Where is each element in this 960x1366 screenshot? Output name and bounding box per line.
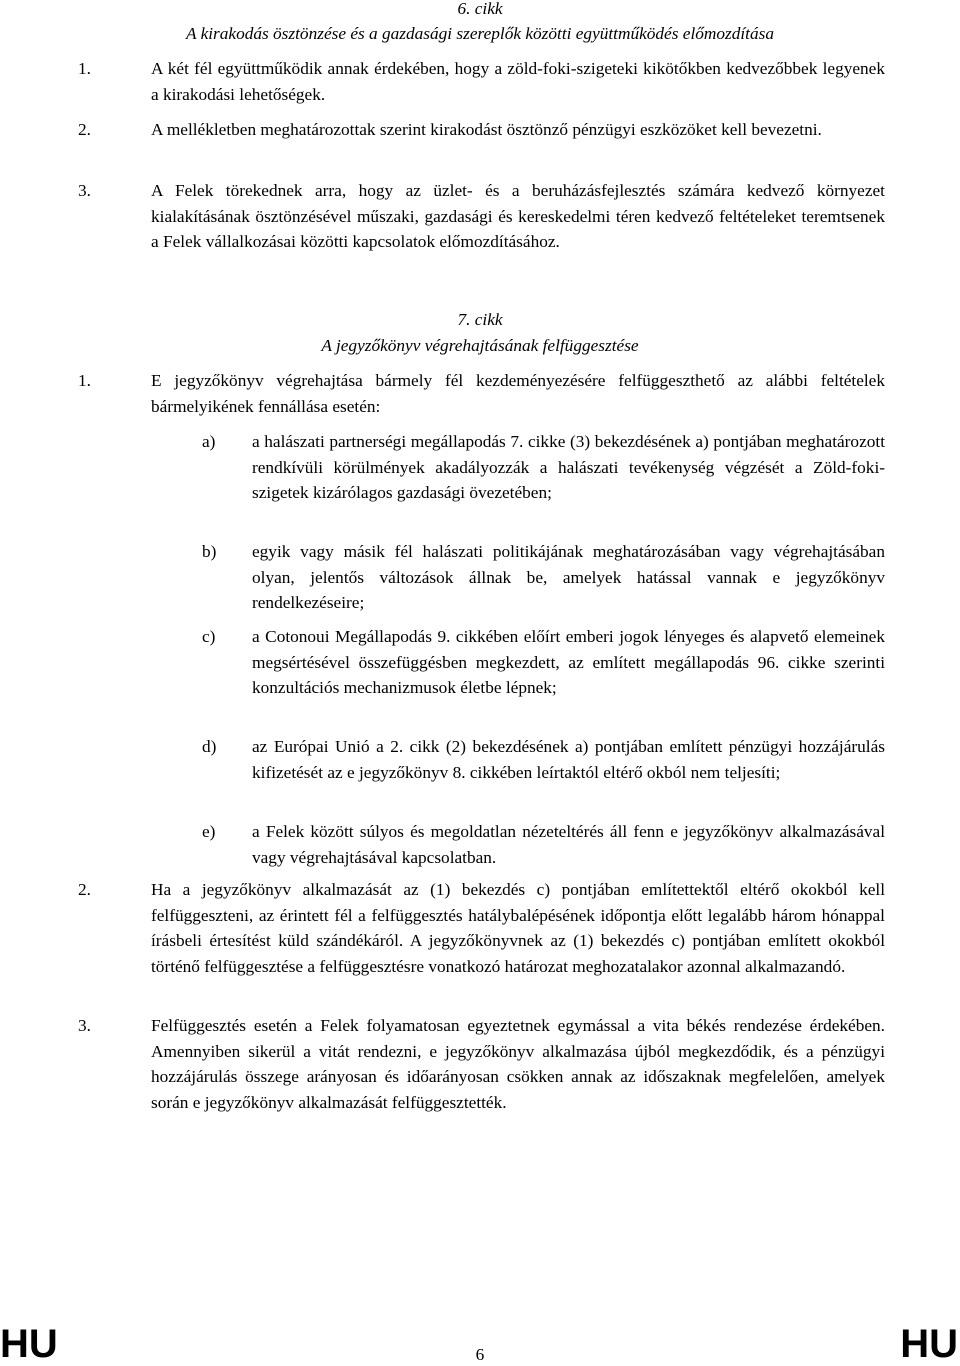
page-number: 6: [475, 1345, 485, 1364]
article-6-item-3-number: 3.: [78, 181, 91, 200]
article-7-item-2-number: 2.: [78, 880, 91, 899]
article-7-item-3-number: 3.: [78, 1016, 91, 1035]
article-6-number: 6. cikk: [457, 0, 503, 18]
subitem-a-text: a halászati partnerségi megállapodás 7. cikke (3) bekezdésének a) pontjában meghatározott rendkívüli körülmények akadályozzák a halászati tevékenység végzését a Zöld-foki-szigetek kizárólagos gazdasági övezetében;: [252, 432, 885, 502]
article-7-item-1-text: E jegyzőkönyv végrehajtása bármely fél kezdeményezésére felfüggeszthető az alábbi feltételek bármelyikének fennállása esetén:: [151, 371, 885, 416]
article-6-item-1-text: A két fél együttműködik annak érdekében, hogy a zöld-foki-szigeteki kikötőkben kedvezőbbek legyenek a kirakodási lehetőségek.: [151, 59, 885, 104]
article-7-item-2-text: Ha a jegyzőkönyv alkalmazását az (1) bekezdés c) pontjában említettektől eltérő okokból kell felfüggeszteni, az érintett fél a felfüggesztés hatálybalépésének időpontja előtt legalább három hónappal írásbeli értesítést küld szándékáról. A jegyzőkönyvnek az (1) bekezdés c) pontjában említett okokból történő felfüggesztése a felfüggesztésre vonatkozó határozat meghozatalakor azonnal alkalmazandó.: [151, 880, 885, 976]
article-7-item-1-number: 1.: [78, 371, 91, 390]
footer-language-code-right: HU: [900, 1322, 958, 1366]
subitem-b-letter: b): [202, 542, 217, 561]
article-7-title: A jegyzőkönyv végrehajtásának felfüggesztése: [321, 336, 639, 355]
article-7-number: 7. cikk: [457, 310, 503, 329]
article-6-title: A kirakodás ösztönzése és a gazdasági szereplők közötti együttműködés előmozdítása: [186, 24, 774, 43]
subitem-e-text: a Felek között súlyos és megoldatlan nézeteltérés áll fenn e jegyzőkönyv alkalmazásával vagy végrehajtásával kapcsolatban.: [252, 822, 885, 867]
article-6-item-2-text: A mellékletben meghatározottak szerint kirakodást ösztönző pénzügyi eszközöket kell bevezetni.: [151, 120, 822, 139]
subitem-a-letter: a): [202, 432, 216, 451]
subitem-e-letter: e): [202, 822, 216, 841]
subitem-d-text: az Európai Unió a 2. cikk (2) bekezdésének a) pontjában említett pénzügyi hozzájárulás kifizetését az e jegyzőkönyv 8. cikkében leírtaktól eltérő okból nem teljesíti;: [252, 737, 885, 782]
subitem-b-text: egyik vagy másik fél halászati politikájának meghatározásában vagy végrehajtásában olyan, jelentős változások állnak be, amelyek hatással vannak e jegyzőkönyv rendelkezéseire;: [252, 542, 885, 612]
subitem-d-letter: d): [202, 737, 217, 756]
subitem-c-text: a Cotonoui Megállapodás 9. cikkében előírt emberi jogok lényeges és alapvető elemeinek megsértésével összefüggésben megkezdett, az említett megállapodás 96. cikke szerinti konzultációs mechanizmusok életbe lépnek;: [252, 627, 885, 697]
article-7-item-3-text: Felfüggesztés esetén a Felek folyamatosan egyeztetnek egymással a vita békés rendezése érdekében. Amennyiben sikerül a vitát rendezni, e jegyzőkönyv alkalmazása újból megkezdődik, és a pénzügyi hozzájárulás összege arányosan és időarányosan csökken annak az időszaknak megfelelően, amelyek során e jegyzőkönyv alkalmazását felfüggesztették.: [151, 1016, 885, 1112]
article-6-item-3-text: A Felek törekednek arra, hogy az üzlet- és a beruházásfejlesztés számára kedvező környezet kialakításának ösztönzésével műszaki, gazdasági és kereskedelmi téren kedvező feltételeket teremtsenek a Felek vállalkozásai közötti kapcsolatok előmozdításához.: [151, 181, 885, 251]
article-6-item-2-number: 2.: [78, 120, 91, 139]
article-6-item-1-number: 1.: [78, 59, 91, 78]
subitem-c-letter: c): [202, 627, 216, 646]
footer-language-code-left: HU: [0, 1322, 58, 1366]
